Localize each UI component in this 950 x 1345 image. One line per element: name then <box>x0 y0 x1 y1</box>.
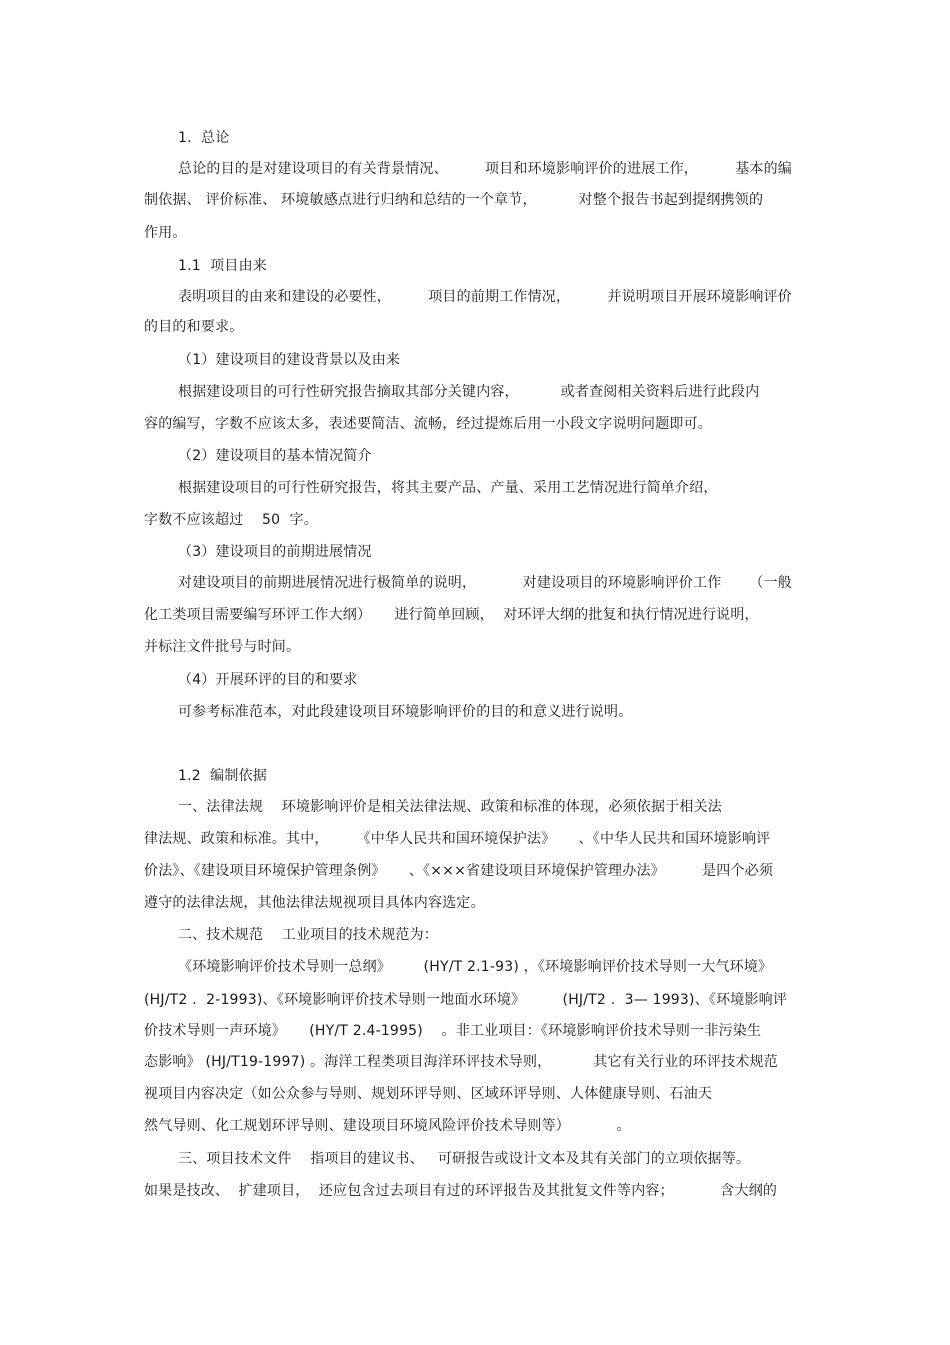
paragraph-line: 化工类项目需要编写环评工作大纲） 进行简单回顾， 对环评大纲的批复和执行情况进行说明， <box>144 607 759 623</box>
subheading-2: （2）建设项目的基本情况简介 <box>178 448 372 464</box>
paragraph-line: 然气导则、化工规划环评导则、建设项目环境风险评价技术导则等） 。 <box>144 1118 631 1134</box>
paragraph-line: 根据建设项目的可行性研究报告，将其主要产品、产量、采用工艺情况进行简单介绍， <box>178 480 718 496</box>
paragraph-line: 字数不应该超过 50 字。 <box>144 512 318 528</box>
paragraph-line: 总论的目的是对建设项目的有关背景情况、 项目和环境影响评价的进展工作， 基本的编 <box>178 161 793 177</box>
paragraph-line: 根据建设项目的可行性研究报告摘取其部分关键内容， 或者查阅相关资料后进行此段内 <box>178 384 760 400</box>
paragraph-line: 可参考标准范本，对此段建设项目环境影响评价的目的和意义进行说明。 <box>178 704 633 720</box>
subheading-1: （1）建设项目的建设背景以及由来 <box>178 352 401 368</box>
paragraph-line: 遵守的法律法规，其他法律法规视项目具体内容选定。 <box>144 895 485 911</box>
paragraph-line: 态影响》 (HJ/T19-1997) 。海洋工程类项目海洋环评技术导则， 其它有关行业的环评技术规范 <box>144 1054 778 1070</box>
paragraph-line: 视项目内容决定（如公众参与导则、规划环评导则、区域环评导则、人体健康导则、石油天 <box>144 1086 712 1102</box>
paragraph-line: 律法规、政策和标准。其中， 《中华人民共和国环境保护法》 、《中华人民共和国环境影响评 <box>144 831 771 847</box>
paragraph-line: 价技术导则一声环境》 (HY/T 2.4-1995) 。非工业项目：《环境影响评价技术导则一非污染生 <box>144 1023 762 1039</box>
paragraph-line: 一、法律法规 环境影响评价是相关法律法规、政策和标准的体现，必须依据于相关法 <box>178 799 722 815</box>
paragraph-line: 三、项目技术文件 指项目的建议书、 可研报告或设计文本及其有关部门的立项依据等。 <box>178 1151 751 1167</box>
paragraph-line: 作用。 <box>144 225 187 241</box>
paragraph-line: 《环境影响评价技术导则一总纲》 (HY/T 2.1-93) ，《环境影响评价技术导则一大气环境》 <box>178 959 773 975</box>
paragraph-line: 制依据、 评价标准、 环境敏感点进行归纳和总结的一个章节， 对整个报告书起到提纲携领的 <box>144 192 764 208</box>
paragraph-line: 二、技术规范 工业项目的技术规范为： <box>178 927 438 943</box>
paragraph-line: 的目的和要求。 <box>144 319 244 335</box>
paragraph-line: 并标注文件批号与时间。 <box>144 639 301 655</box>
paragraph-line: 如果是技改、 扩建项目， 还应包含过去项目有过的环评报告及其批复文件等内容； 含大纲的 <box>144 1183 778 1199</box>
paragraph-line: 对建设项目的前期进展情况进行极简单的说明， 对建设项目的环境影响评价工作 （一般 <box>178 575 793 591</box>
paragraph-line: 价法》、《建设项目环境保护管理条例》 、《×××省建设项目环境保护管理办法》 是四个必须 <box>144 863 774 879</box>
paragraph-line: 容的编写，字数不应该太多，表述要简洁、流畅，经过提炼后用一小段文字说明问题即可。 <box>144 416 712 432</box>
subheading-3: （3）建设项目的前期进展情况 <box>178 544 372 560</box>
section-heading-1-1: 1.1 项目由来 <box>178 258 267 274</box>
paragraph-line: 表明项目的由来和建设的必要性， 项目的前期工作情况， 并说明项目开展环境影响评价 <box>178 289 793 305</box>
section-heading-1-2: 1.2 编制依据 <box>178 768 267 784</box>
paragraph-line: (HJ/T2 . 2-1993)、《环境影响评价技术导则一地面水环境》 (HJ/T2 . 3— 1993)、《环境影响评 <box>144 992 788 1008</box>
section-heading-1: 1. 总论 <box>178 130 230 146</box>
subheading-4: （4）开展环评的目的和要求 <box>178 672 358 688</box>
